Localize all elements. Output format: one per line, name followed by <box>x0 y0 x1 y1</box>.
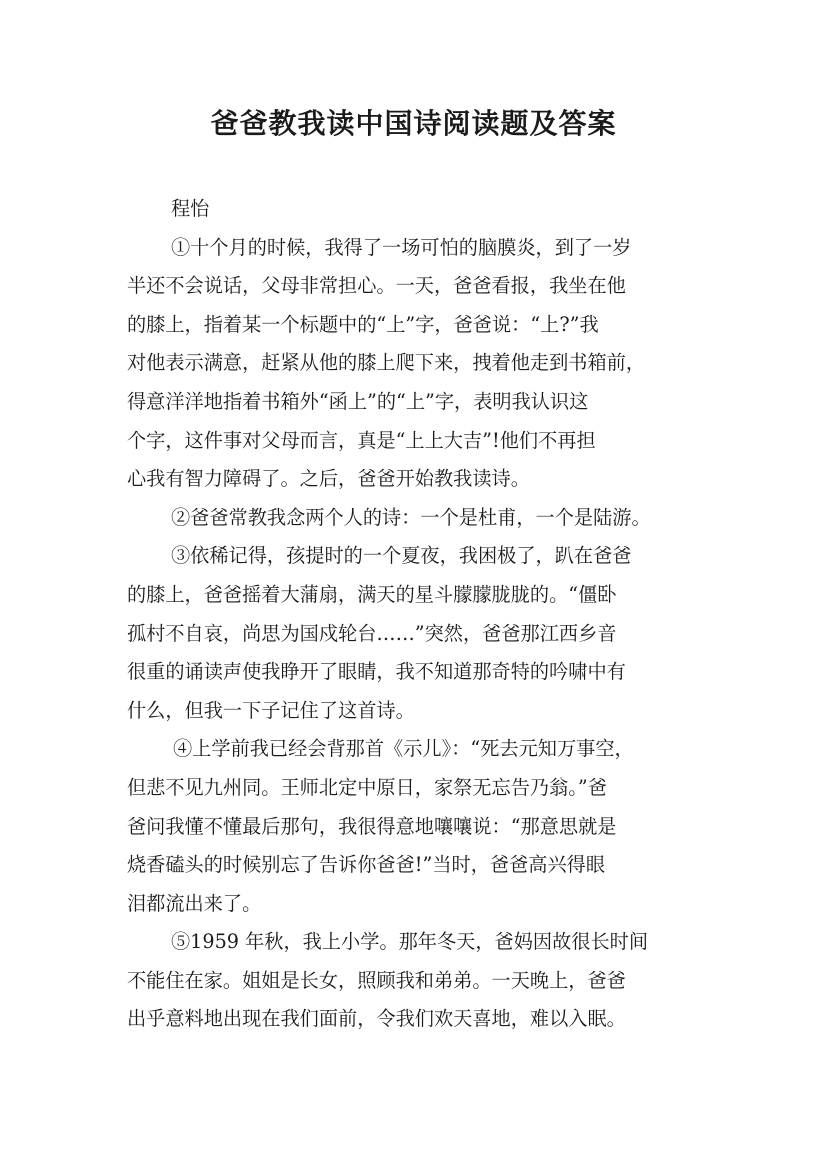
paragraph-line: 对他表示满意，赶紧从他的膝上爬下来，拽着他走到书箱前， <box>127 351 646 375</box>
paragraph-line: 半还不会说话，父母非常担心。一天，爸爸看报，我坐在他 <box>127 274 626 298</box>
paragraph-line: ③依稀记得，孩提时的一个夏夜，我困极了，趴在爸爸 <box>171 544 632 568</box>
paragraph-line: 很重的诵读声使我睁开了眼睛，我不知道那奇特的吟啸中有 <box>127 660 626 684</box>
paragraph-line: 但悲不见九州同。王师北定中原日，家祭无忘告乃翁。”爸 <box>127 775 607 799</box>
paragraph-line: ⑤1959 年秋，我上小学。那年冬天，爸妈因故很长时间 <box>171 930 649 954</box>
article-body <box>127 190 707 1039</box>
author-name: 程怡 <box>171 197 210 220</box>
paragraph-line: 出乎意料地出现在我们面前，令我们欢天喜地，难以入眠。 <box>127 1007 626 1031</box>
paragraph-line: 的膝上，指着某一个标题中的“上”字，爸爸说：“上?”我 <box>127 312 599 336</box>
paragraph-line: ④上学前我已经会背那首《示儿》：“死去元知万事空， <box>173 737 634 761</box>
paragraph-line: 孤村不自哀，尚思为国戍轮台……”突然，爸爸那江西乡音 <box>127 621 617 645</box>
paragraph-line: ①十个月的时候，我得了一场可怕的脑膜炎，到了一岁 <box>171 235 632 259</box>
paragraph-line: 的膝上，爸爸摇着大蒲扇，满天的星斗朦朦胧胧的。“僵卧 <box>127 582 617 606</box>
paragraph-line: 得意洋洋地指着书箱外“函上”的“上”字，表明我认识这 <box>127 389 589 413</box>
paragraph-line: 泪都流出来了。 <box>127 891 262 915</box>
page-title: 爸爸教我读中国诗阅读题及答案 <box>210 107 617 140</box>
paragraph-line: 爸问我懂不懂最后那句，我很得意地嚷嚷说：“那意思就是 <box>127 814 617 838</box>
paragraph-line: 什么，但我一下子记住了这首诗。 <box>127 698 415 722</box>
paragraph-line: 不能住在家。姐姐是长女，照顾我和弟弟。一天晚上，爸爸 <box>127 968 626 992</box>
paragraph-line: ②爸爸常教我念两个人的诗：一个是杜甫，一个是陆游。 <box>171 505 651 529</box>
paragraph-line: 心我有智力障碍了。之后，爸爸开始教我读诗。 <box>127 467 530 491</box>
paragraph-line: 烧香磕头的时候别忘了告诉你爸爸!”当时，爸爸高兴得眼 <box>127 853 606 877</box>
paragraph-line: 个字，这件事对父母而言，真是“上上大吉”!他们不再担 <box>127 428 596 452</box>
